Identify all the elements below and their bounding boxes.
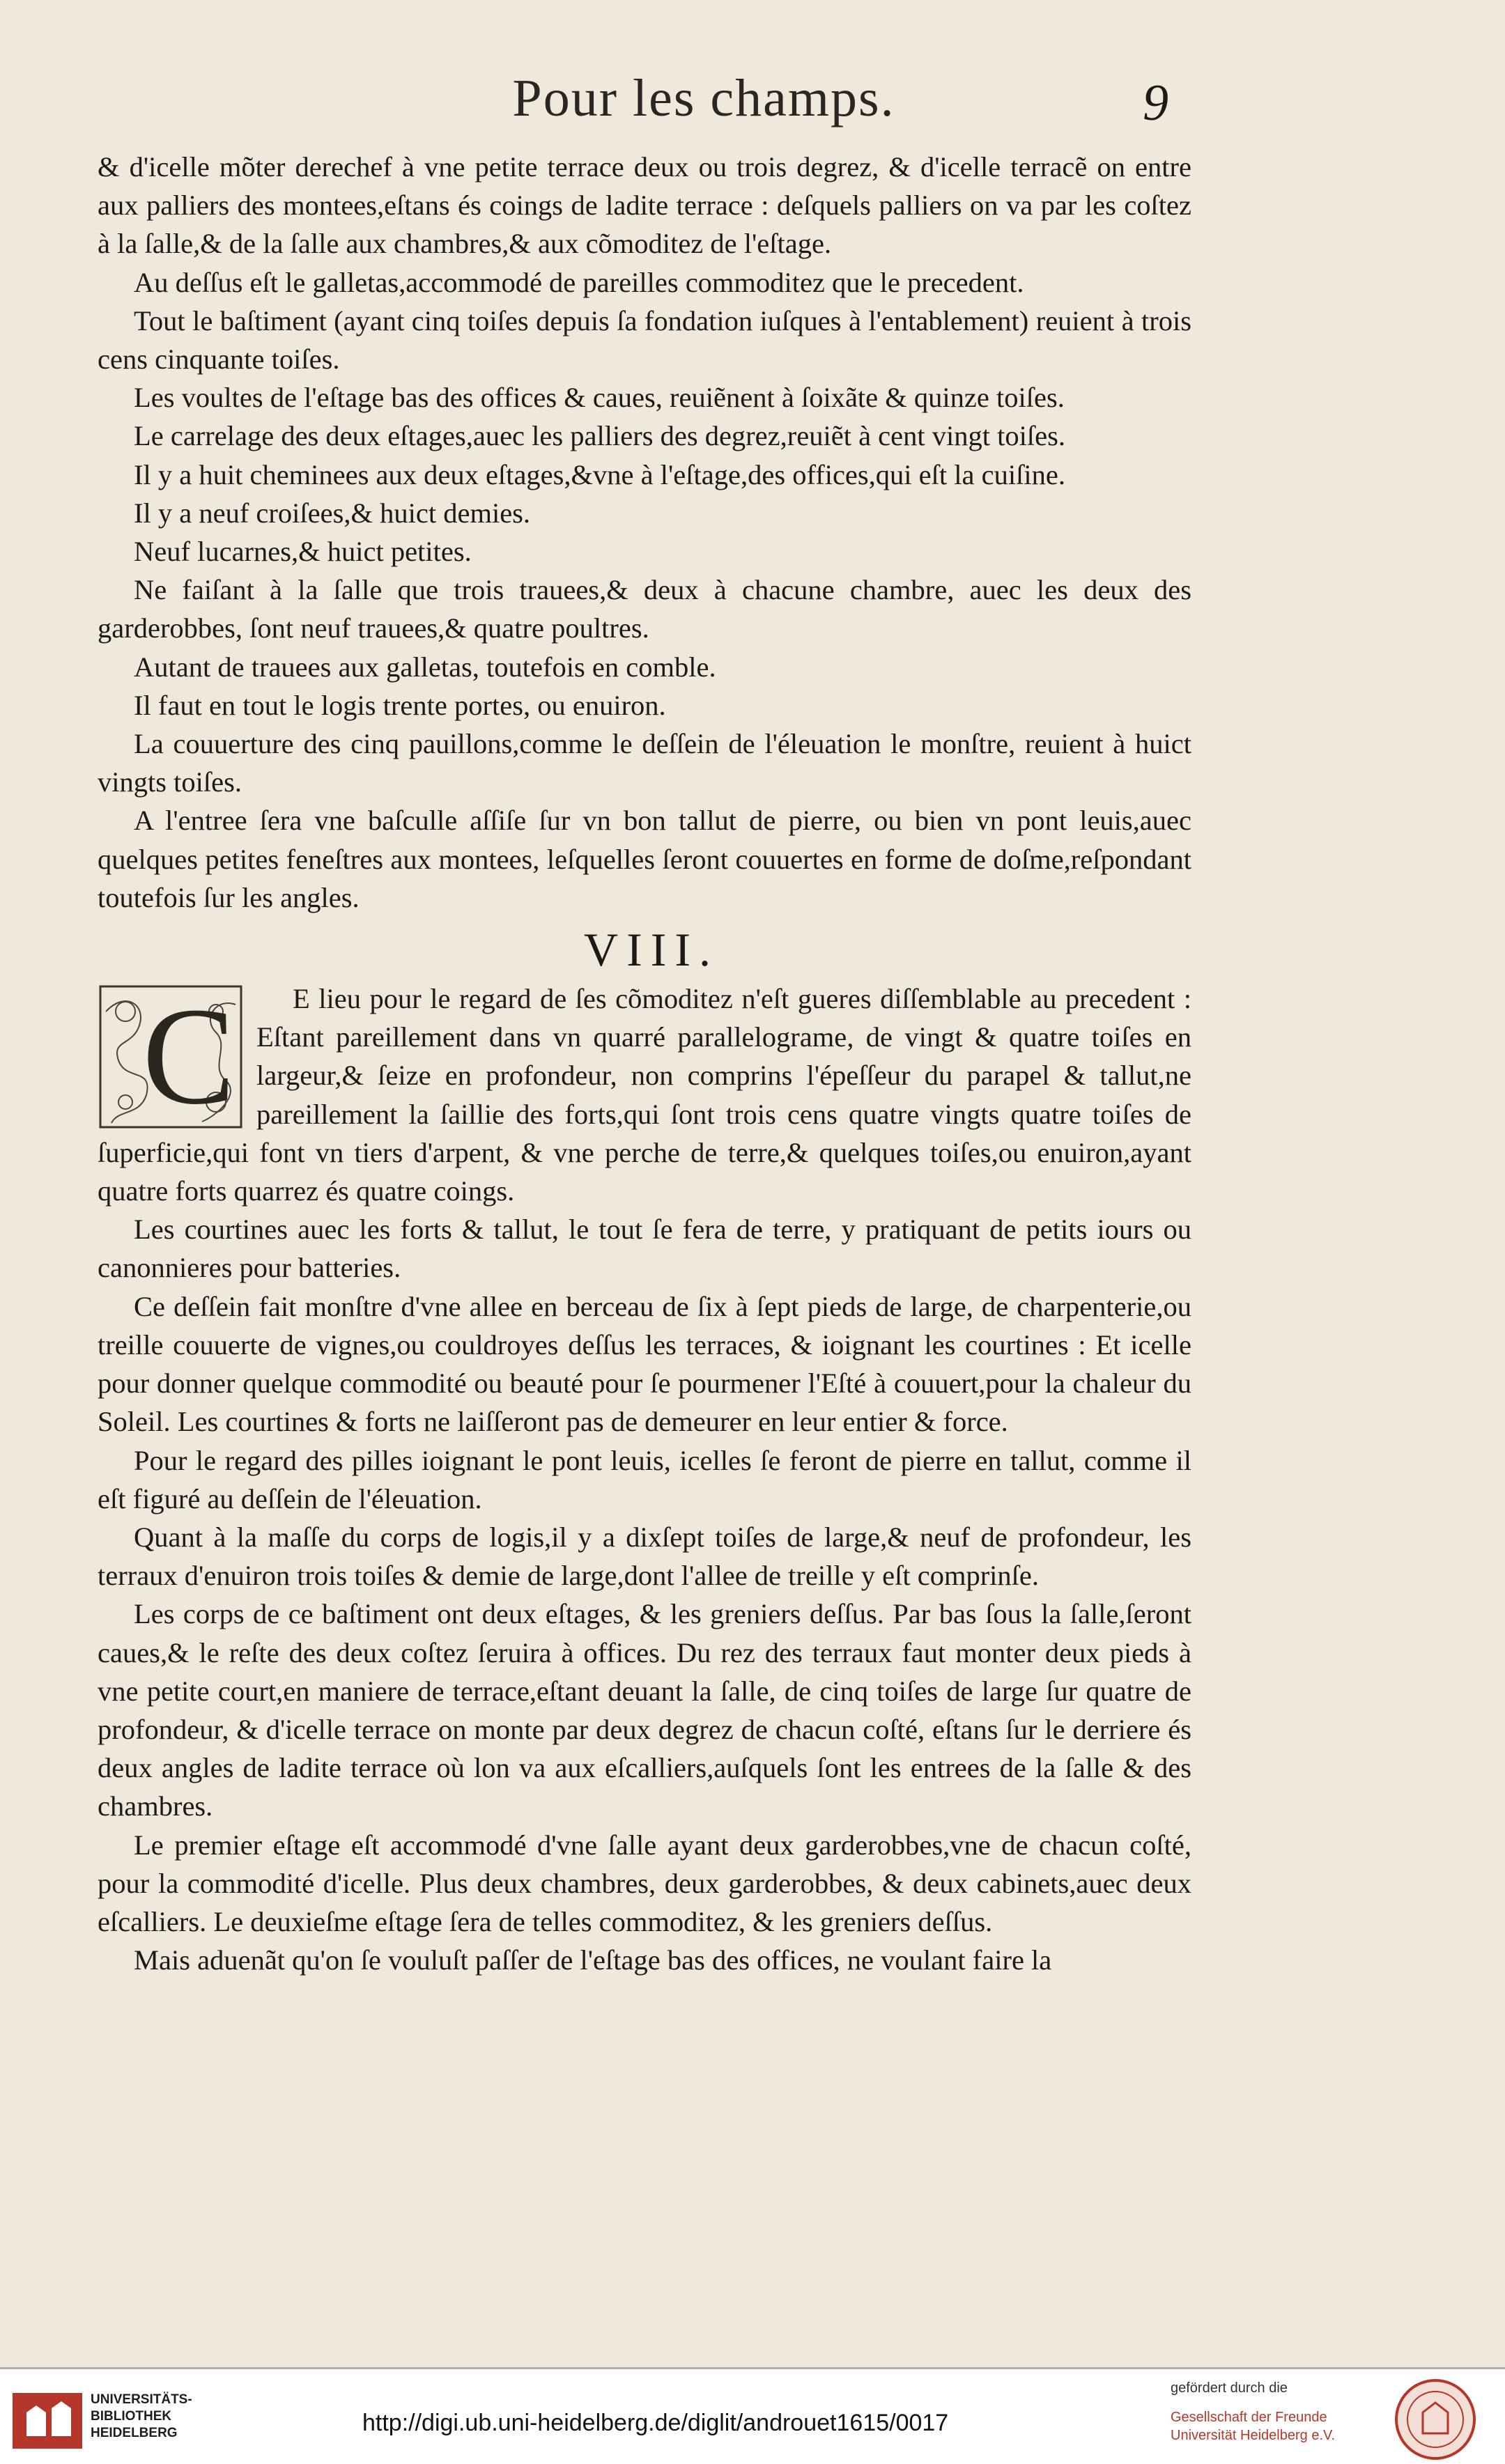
running-head [0, 68, 1505, 145]
paragraph: Les voultes de l'eſtage bas des offices & caues, reuiẽnent à ſoixãte & quinze toiſes. [134, 382, 1065, 414]
continuation-paragraph [98, 148, 1191, 263]
text-line: & d'icelle mõter derechef à vne petite terrace deux ou trois degrez, & d'icelle terracẽ [98, 151, 1097, 183]
page-number: 9 [1143, 75, 1168, 132]
text-line: on entre aux palliers des montees,eſtans és coings de ladite terrace : deſquels palliers [98, 151, 1191, 222]
main-text [98, 148, 1191, 1979]
chapter-heading: VIII. [583, 923, 720, 977]
paragraph: Les corps de ce baſtiment ont deux eſtages, & les greniers deſſus. Par bas ſous la ſalle,ſeront caues,& le reſte des deux coſtez ſeruira à offices. Du rez des terraux faut monter deux pieds à vne petite court,en maniere de terrace,eſtant deuant la ſalle, de cinq toiſes de large ſur quatre de profondeur, & d'icelle terrace on monte par deux degrez de chacun coſté, eſtans ſur le derriere és deux angles de ladite terrace où lon va aux eſcalliers,auſquels ſont les entrees de la ſalle & des chambres. [98, 1598, 1191, 1822]
digitization-footer [0, 2367, 1505, 2464]
drop-cap-letter: C [142, 979, 236, 1134]
paragraph: Il faut en tout le logis trente portes, ou enuiron. [134, 689, 666, 721]
paragraph: Neuf lucarnes,& huict petites. [134, 536, 472, 568]
sponsor-label: gefördert durch die [1171, 2380, 1288, 2396]
paragraph: Quant à la maſſe du corps de logis,il y a dixſept toiſes de large,& neuf de profondeur, les terraux d'enuiron trois toiſes & demie de large,dont l'allee de treille y eſt comprinſe. [98, 1521, 1191, 1592]
paragraph: Ne faiſant à la ſalle que trois trauees,& deux à chacune chambre, auec les deux des garderobbes, ſont neuf trauees,& quatre poultres. [98, 574, 1191, 644]
paragraph: Le premier eſtage eſt accommodé d'vne ſalle ayant deux garderobbes,vne de chacun coſté, pour la commodité d'icelle. Plus deux chambres, deux garderobbes, & deux cabinets,auec deux eſcalliers. Le deuxieſme eſtage ſera de telles commoditez, & les greniers deſſus. [98, 1829, 1191, 1937]
paragraph: Il y a huit cheminees aux deux eſtages,&vne à l'eſtage,des offices,qui eſt la cuiſine. [134, 458, 1065, 490]
paragraph: Pour le regard des pilles ioignant le pont leuis, icelles ſe feront de pierre en tallut, comme il eſt figuré au deſſein de l'éleuation. [98, 1444, 1191, 1514]
sponsor-name: Gesellschaft der Freunde Universität Heidelberg e.V. [1171, 2410, 1336, 2443]
paragraph: Le carrelage des deux eſtages,auec les palliers des degrez,reuiẽt à cent vingt toiſes. [134, 420, 1065, 452]
paragraph: Ce deſſein fait monſtre d'vne allee en berceau de ſix à ſept pieds de large, de charpenterie,ou treille couuerte de vignes,ou couldroyes deſſus les terraces, & ioignant les courtines : Et icelle pour donner quelque commodité ou beauté pour ſe pourmener l'Eſté à couuert,pour la chaleur du Soleil. Les courtines & forts ne laiſſeront pas de demeurer en leur entier & force. [98, 1290, 1191, 1438]
chapter-first-paragraph [98, 979, 1191, 1210]
university-library-logo-icon [13, 2393, 82, 2449]
paragraph: A l'entree ſera vne baſculle aſſiſe ſur vn bon tallut de pierre, ou bien vn pont leuis,auec quelques petites feneſtres aux montees, leſquelles ſeront couuertes en forme de doſme,reſpondant toutefois ſur les angles. [98, 805, 1191, 913]
permalink-url[interactable]: http://digi.ub.uni-heidelberg.de/diglit/androuet1615/0017 [362, 2410, 949, 2436]
paragraph-text: E lieu pour le regard de ſes cõmoditez n'eſt gueres diſſemblable au precedent : Eſtant pareillement dans vn quarré parallelograme, de vingt & quatre toiſes en largeur,& ſeize en profondeur, non comprins l'épeſſeur du parapel & tallut,ne pareillement la ſaillie des forts,qui ſont trois cens quatre vingts quatre toiſes de ſuperficie,qui font vn tiers d'arpent, & vne perche de terre,& quelques toiſes,ou enuiron,ayant quatre forts quarrez és quatre coings. [98, 983, 1191, 1207]
library-name: UNIVERSITÄTS- BIBLIOTHEK HEIDELBERG [91, 2392, 192, 2440]
paragraph: Tout le baſtiment (ayant cinq toiſes depuis ſa fondation iuſques à l'entablement) reuient à trois cens cinquante toiſes. [98, 304, 1191, 375]
university-seal-icon [1394, 2378, 1477, 2461]
paragraph: Mais aduenãt qu'on ſe vouluſt paſſer de l'eſtage bas des offices, ne voulant faire la [134, 1944, 1052, 1976]
paragraph: Il y a neuf croiſees,& huict demies. [134, 497, 531, 529]
decorated-initial [98, 979, 244, 1134]
paragraph: La couuerture des cinq pauillons,comme le deſſein de l'éleuation le monſtre, reuient à huict vingts toiſes. [98, 728, 1191, 798]
paragraph: Les courtines auec les forts & tallut, le tout ſe fera de terre, y pratiquant de petits iours ou canonnieres pour batteries. [98, 1214, 1191, 1284]
paragraph: Au deſſus eſt le galletas,accommodé de pareilles commoditez que le precedent. [134, 266, 1024, 298]
running-title: Pour les champs. [512, 69, 895, 127]
paragraph: Autant de trauees aux galletas, toutefois en comble. [134, 651, 716, 683]
text-line: on va par les coſtez à la ſalle,& de la ſalle aux chambres,& aux cõmoditez de l'eſtage. [98, 189, 1191, 260]
